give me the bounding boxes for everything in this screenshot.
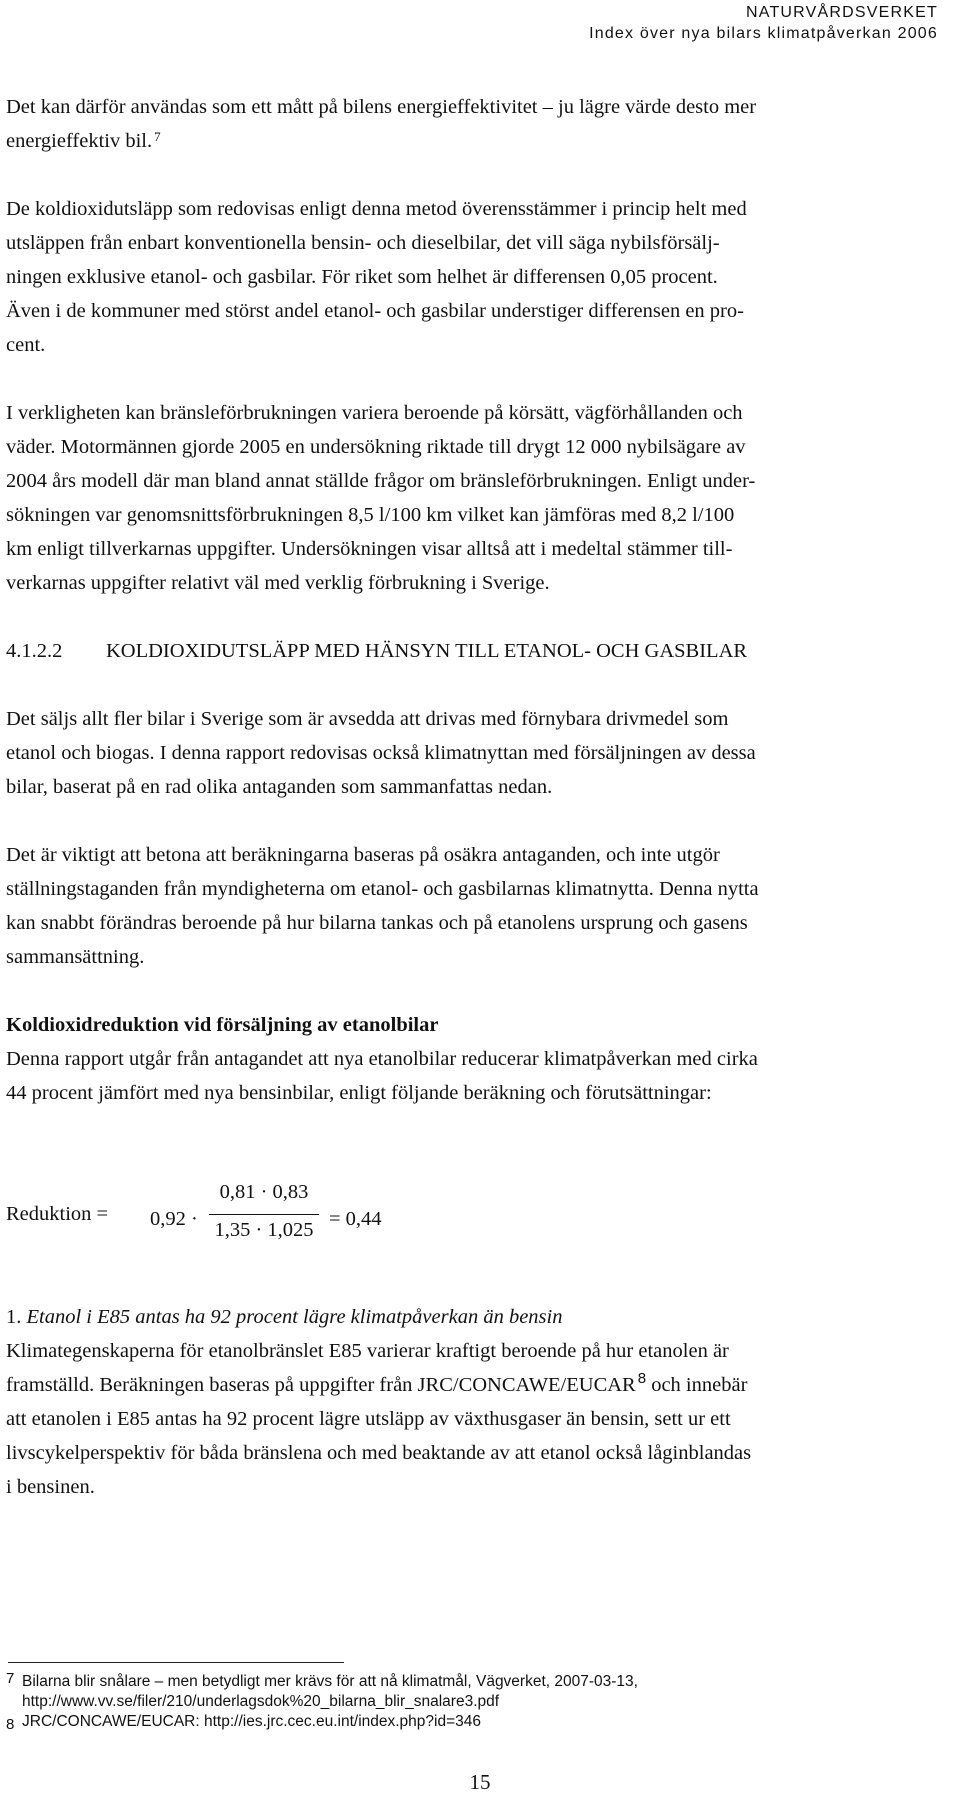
footnote-ref-8[interactable]: 8 (637, 1370, 647, 1387)
header-report-title: Index över nya bilars klimatpåverkan 2006 (589, 25, 938, 42)
footnote-7-mark: 7 (6, 1670, 15, 1687)
subheading: Koldioxidreduktion vid försäljning av etanolbilar (6, 1014, 439, 1036)
footnote-8 (6, 1712, 906, 1732)
item-number: 1. (6, 1306, 27, 1328)
running-header (589, 2, 938, 44)
section-number: 4.1.2.2 (6, 640, 63, 662)
footnote-divider (8, 1662, 344, 1663)
footnote-8-mark: 8 (6, 1716, 15, 1733)
body-text (6, 90, 926, 1110)
section-title: KOLDIOXIDUTSLÄPP MED HÄNSYN TILL ETANOL- OCH GASBILAR (106, 640, 748, 662)
formula-denominator: 1,35 · 1,025 (214, 1219, 314, 1241)
footnote-7-link[interactable]: http://www.vv.se/filer/210/underlagsdok%20_bilarna_blir_snalare3.pdf (22, 1693, 500, 1710)
item-title: Etanol i E85 antas ha 92 procent lägre klimatpåverkan än bensin (26, 1306, 563, 1328)
section-heading (6, 634, 926, 668)
body-text-lower (6, 1300, 926, 1504)
formula-label: Reduktion = (6, 1203, 109, 1225)
paragraph-2: De koldioxidutsläpp som redovisas enligt denna metod överensstämmer i princip helt med utsläppen från enbart konventionella bensin- och dieselbilar, det vill säga nybilsförsälj- ningen exklusive etanol- och gasbilar. För riket som helhet är differensen 0,05 procent. Även i de kommuner med störst andel etanol- och gasbilar understiger differensen en pro- cent. (6, 198, 747, 356)
paragraph-7: 1. Etanol i E85 antas ha 92 procent lägre klimatpåverkan än bensin Klimategenskaperna för etanolbränslet E85 varierar kraftigt beroende på hur etanolen är framställd. Beräkningen baseras på uppgifter från JRC/CONCAWE/EUCAR $^8$ och innebär att etanolen i E85 antas ha 92 procent lägre utsläpp av växthusgaser än bensin, sett ur ett livscykelperspektiv för båda bränslena och med beaktande av att etanol också låginblandas i bensinen. (6, 1306, 752, 1498)
header-organization: NATURVÅRDSVERKET (746, 4, 938, 21)
footnote-7-text: Bilarna blir snålare – men betydligt mer krävs för att nå klimatmål, Vägverket, 2007-03-13, (22, 1673, 638, 1690)
fraction-bar (209, 1214, 319, 1215)
footnotes (6, 1672, 906, 1732)
footnote-ref-7[interactable]: 7 (154, 129, 161, 144)
formula-numerator: 0,81 · 0,83 (219, 1181, 309, 1203)
paragraph-6: Koldioxidreduktion vid försäljning av etanolbilar Denna rapport utgår från antagandet att nya etanolbilar reducerar klimatpåverkan med cirka 44 procent jämfört med nya bensinbilar, enligt följande beräkning och förutsättningar: (6, 1014, 758, 1104)
footnote-8-text[interactable]: JRC/CONCAWE/EUCAR: http://ies.jrc.cec.eu.int/index.php?id=346 (22, 1713, 482, 1730)
paragraph-5: Det är viktigt att betona att beräkningarna baseras på osäkra antaganden, och inte utgör ställningstaganden från myndigheterna om etanol- och gasbilarnas klimatnytta. Denna nytta kan snabbt förändras beroende på hur bilarna tankas och på etanolens ursprung och gasens sammansättning. (6, 844, 759, 968)
footnote-7 (6, 1672, 906, 1712)
page-number: 15 (469, 1770, 491, 1794)
formula-coefficient: 0,92 · (150, 1208, 198, 1230)
paragraph-3: I verkligheten kan bränsleförbrukningen variera beroende på körsätt, vägförhållanden och väder. Motormännen gjorde 2005 en undersökning riktade till drygt 12 000 nybilsägare av 2004 års modell där man bland annat ställde frågor om bränsleförbrukningen. Enligt under- sökningen var genomsnittsförbrukningen 8,5 l/100 km vilket kan jämföras med 8,2 l/100 km enligt tillverkarnas uppgifter. Undersökningen visar alltså att i medeltal stämmer till- verkarnas uppgifter relativt väl med verklig förbrukning i Sverige. (6, 402, 756, 594)
paragraph-1: Det kan därför användas som ett mått på bilens energieffektivitet – ju lägre värde desto mer energieffektiv bil. $^7$ (6, 96, 757, 152)
formula-result: = 0,44 (329, 1208, 382, 1230)
paragraph-4: Det säljs allt fler bilar i Sverige som är avsedda att drivas med förnybara drivmedel som etanol och biogas. I denna rapport redovisas också klimatnyttan med försäljningen av dessa bilar, baserat på en rad olika antaganden som sammanfattas nedan. (6, 708, 756, 798)
